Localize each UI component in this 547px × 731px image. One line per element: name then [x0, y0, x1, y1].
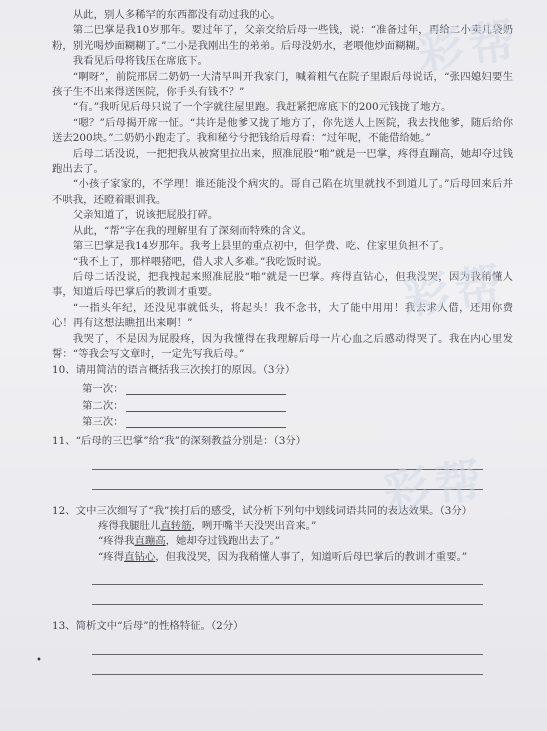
answer-blank[interactable] — [126, 416, 286, 428]
answer-line[interactable] — [92, 655, 483, 675]
example-sentence — [98, 550, 513, 565]
paragraph: 后母二话没说，把我拽起来照准屁股“啪”就是一巴掌。疼得直钻心，但我没哭，因为我稍懂人事，知道后母巴掌后的教训才重要。 — [52, 270, 513, 299]
underlined-word: 直转筋 — [160, 520, 192, 533]
paragraph: 第三巴掌是我14岁那年。我考上县里的重点初中，但学费、吃、住家里负担不了。 — [72, 240, 450, 253]
answer-line[interactable] — [92, 585, 483, 605]
question-10 — [52, 363, 513, 428]
paragraph: “小孩子家家的，不学理！谁还能没个病灾的。哥自己陷在坑里就找不到道儿了。”后母回来后并不哄我，还瞪着眼训我。 — [52, 178, 513, 206]
watermark: 彩帮 — [414, 11, 525, 80]
paragraph: 我看见后母将钱压在席底下。 — [72, 55, 208, 68]
paragraph: “啊呀”，前院邢居二奶奶一大清早叫开我家门，喊着粗气在院子里跟后母说话，“张四媳妇要生孩子生不出来得送医院，你手头有钱不？” — [52, 70, 513, 99]
answer-row — [82, 395, 513, 412]
answer-blank[interactable] — [126, 383, 286, 395]
sentence-text: ，咧开嘴半天没哭出音来。” — [191, 520, 317, 533]
paragraph: “有。”我听见后母只说了一个字就往屋里跑。我赶紧把席底下的200元钱拢了地方。 — [72, 101, 452, 114]
answer-line[interactable] — [92, 450, 483, 470]
answer-blank[interactable] — [126, 400, 286, 412]
paragraph: 从此，“帮”字在我的理解里有了深刻而特殊的含义。 — [72, 224, 313, 237]
answer-row — [82, 379, 513, 396]
paragraph: “嗯？”后母揭开席一怔。“共许是他爹又拢了地方了，你先送人上医院，我去找他爹，随后给你送去200块。”二奶奶小跑走了。我和秘兮兮把钱给后母看：“过年呢，不能借给她。” — [52, 116, 513, 145]
answer-line[interactable] — [92, 635, 483, 655]
question-11-label: 11、“后母的三巴掌”给“我”的深刻教益分别是：（3分） — [52, 435, 307, 448]
watermark: 彩帮 — [400, 256, 511, 325]
paragraph: 父亲知道了，说该把屁股打碎。 — [72, 209, 219, 222]
answer-line[interactable] — [92, 565, 483, 585]
answer-row-label: 第三次： — [82, 416, 124, 429]
answer-line[interactable] — [92, 470, 483, 490]
question-10-label: 10、请用简洁的语言概括我三次挨打的原因。（3分） — [52, 364, 296, 377]
answer-row-label: 第二次： — [82, 399, 124, 412]
answer-row-label: 第一次： — [82, 383, 124, 396]
underlined-word: 直蹦高 — [134, 535, 166, 548]
question-11 — [52, 434, 513, 489]
passage — [52, 8, 513, 362]
answer-row — [82, 412, 513, 429]
question-12 — [52, 504, 513, 606]
paragraph: “一指头年纪，还没见事就低头，将起头！我不念书，大了能中用用！我去求人借，还用你费心！再有这想法瞧扭出来啊！” — [52, 301, 513, 330]
question-13 — [52, 619, 513, 674]
sentence-text: “疼得我 — [98, 535, 135, 548]
underlined-word: 直钻心 — [124, 550, 156, 563]
example-sentence — [98, 519, 513, 534]
paragraph: 第二巴掌是我10岁那年。要过年了，父亲交给后母一些钱，说：“准备过年，再给二小卖几袋奶粉，别光喝炒面糊糊了。”二小是我刚出生的弟弟。后母没奶水，老喂他炒面糊糊。 — [52, 24, 513, 52]
paragraph: “我不上了，那样喂猪吧，借人求人多难。”我吃饭时说。 — [72, 255, 328, 268]
paragraph: 从此，别人多稀罕的东西都没有动过我的心。 — [72, 9, 281, 21]
question-13-label: 13、简析文中“后母”的性格特征。（2分） — [52, 620, 244, 633]
paragraph: 我哭了，不是因为屁股疼，因为我懂得在我理解后母一片心血之后感动得哭了。我在内心里发誓：“等我会写文章时，一定先写我后母。” — [52, 332, 513, 360]
sentence-text: ，但我没哭，因为我稍懂人事了，知道听后母巴掌后的教训才重要。” — [155, 550, 468, 563]
example-sentence — [98, 534, 513, 549]
question-12-label: 12、文中三次细写了“我”挨打后的感受，试分析下列句中划线词语共同的表达效果。（3分） — [52, 504, 473, 517]
paragraph: 后母二话没说，一把把我从被窝里拉出来，照准屁股“啪”就是一巴掌，疼得直蹦高，她却夺过钱跑出去了。 — [52, 147, 513, 176]
watermark: 彩帮 — [380, 451, 491, 520]
sentence-text: “疼得 — [98, 550, 125, 563]
sentence-text: ，她却夺过钱跑出去了。” — [165, 535, 281, 548]
sentence-text: 疼得我腿肚儿 — [98, 520, 161, 533]
bullet-mark: • — [36, 655, 42, 666]
